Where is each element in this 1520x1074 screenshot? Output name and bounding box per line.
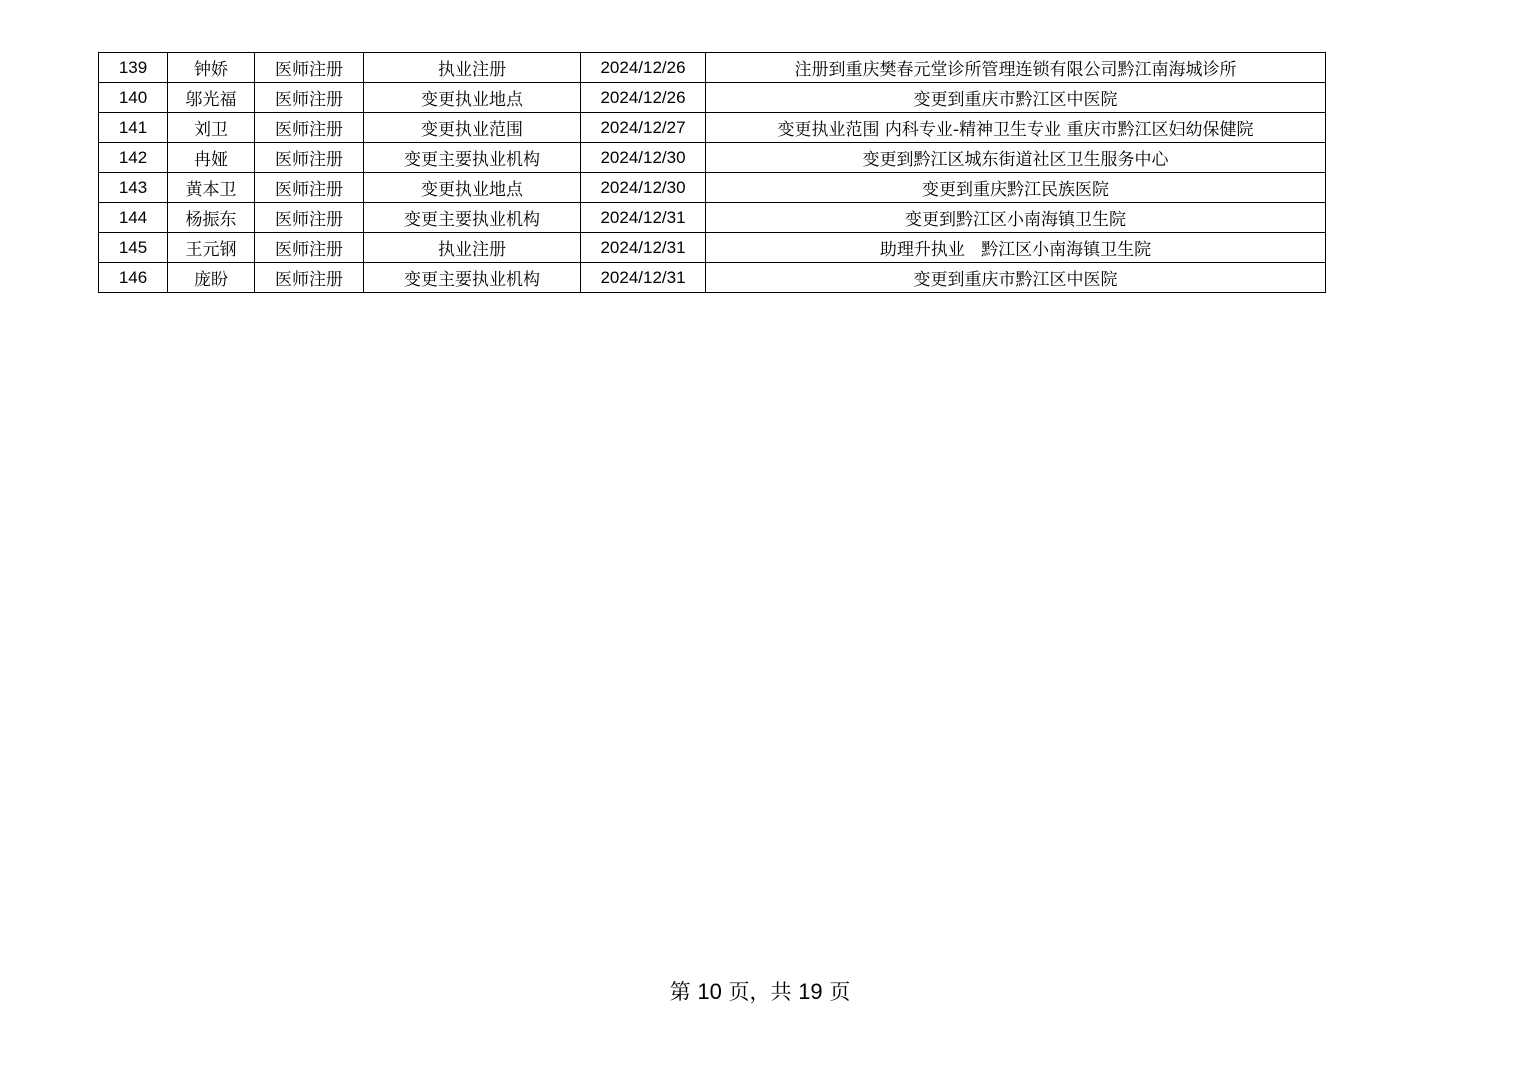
registration-type: 执业注册 <box>364 233 581 263</box>
registration-content: 变更到黔江区小南海镇卫生院 <box>706 203 1326 233</box>
table-row <box>99 203 1326 233</box>
registration-date: 2024/12/30 <box>581 173 706 203</box>
registration-category: 医师注册 <box>255 83 364 113</box>
person-name: 钟娇 <box>168 53 255 83</box>
table-row <box>99 53 1326 83</box>
registration-content: 注册到重庆樊春元堂诊所管理连锁有限公司黔江南海城诊所 <box>706 53 1326 83</box>
total-pages-number: 19 <box>798 979 823 1004</box>
registration-content: 变更到重庆市黔江区中医院 <box>706 83 1326 113</box>
person-name: 黄本卫 <box>168 173 255 203</box>
registration-type: 变更主要执业机构 <box>364 203 581 233</box>
person-name: 杨振东 <box>168 203 255 233</box>
registration-type: 变更执业地点 <box>364 83 581 113</box>
registration-content: 变更到重庆黔江民族医院 <box>706 173 1326 203</box>
current-page-number: 10 <box>697 979 722 1004</box>
row-number: 142 <box>99 143 168 173</box>
registration-category: 医师注册 <box>255 263 364 293</box>
registration-category: 医师注册 <box>255 113 364 143</box>
footer-suffix: 页 <box>829 980 851 1004</box>
registration-date: 2024/12/31 <box>581 203 706 233</box>
registration-date: 2024/12/31 <box>581 263 706 293</box>
registration-date: 2024/12/26 <box>581 83 706 113</box>
row-number: 146 <box>99 263 168 293</box>
footer-prefix: 第 <box>669 980 691 1004</box>
registration-type: 执业注册 <box>364 53 581 83</box>
registration-content: 助理升执业 黔江区小南海镇卫生院 <box>706 233 1326 263</box>
row-number: 140 <box>99 83 168 113</box>
table-row <box>99 263 1326 293</box>
table-row <box>99 143 1326 173</box>
table-row <box>99 233 1326 263</box>
table-row <box>99 83 1326 113</box>
row-number: 144 <box>99 203 168 233</box>
row-number: 145 <box>99 233 168 263</box>
records-table <box>98 52 1326 293</box>
row-number: 141 <box>99 113 168 143</box>
registration-content: 变更到黔江区城东街道社区卫生服务中心 <box>706 143 1326 173</box>
person-name: 邬光福 <box>168 83 255 113</box>
table-row <box>99 173 1326 203</box>
person-name: 王元钢 <box>168 233 255 263</box>
records-table-body <box>99 53 1326 293</box>
registration-category: 医师注册 <box>255 203 364 233</box>
person-name: 刘卫 <box>168 113 255 143</box>
registration-date: 2024/12/30 <box>581 143 706 173</box>
registration-date: 2024/12/31 <box>581 233 706 263</box>
registration-type: 变更主要执业机构 <box>364 143 581 173</box>
row-number: 143 <box>99 173 168 203</box>
person-name: 庞盼 <box>168 263 255 293</box>
registration-category: 医师注册 <box>255 53 364 83</box>
registration-category: 医师注册 <box>255 173 364 203</box>
registration-content: 变更到重庆市黔江区中医院 <box>706 263 1326 293</box>
page-footer <box>0 976 1520 1006</box>
registration-type: 变更主要执业机构 <box>364 263 581 293</box>
registration-type: 变更执业地点 <box>364 173 581 203</box>
row-number: 139 <box>99 53 168 83</box>
registration-date: 2024/12/27 <box>581 113 706 143</box>
table-row <box>99 113 1326 143</box>
footer-middle: 页，共 <box>728 980 792 1004</box>
registration-type: 变更执业范围 <box>364 113 581 143</box>
registration-category: 医师注册 <box>255 233 364 263</box>
registration-date: 2024/12/26 <box>581 53 706 83</box>
registration-content: 变更执业范围 内科专业-精神卫生专业 重庆市黔江区妇幼保健院 <box>706 113 1326 143</box>
registration-category: 医师注册 <box>255 143 364 173</box>
person-name: 冉娅 <box>168 143 255 173</box>
